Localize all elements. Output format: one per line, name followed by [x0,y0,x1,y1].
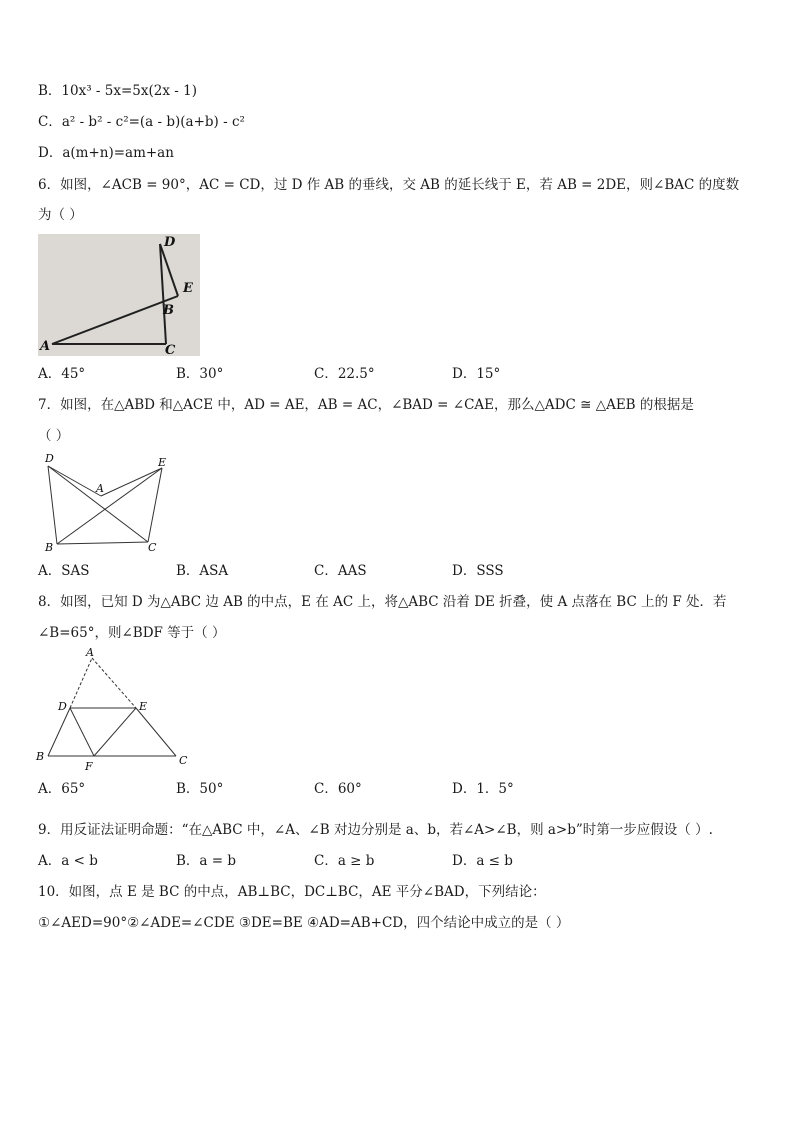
q6-label-d: D [164,235,176,250]
q8-label-c: C [179,754,188,767]
q7-label-e: E [158,456,167,469]
q7-label-a: A [96,482,104,495]
q6-stem-line1: 6．如图，∠ACB = 90°，AC = CD，过 D 作 AB 的垂线，交 AB 的延长线于 E，若 AB = 2DE，则∠BAC 的度数 [38,177,740,193]
q6-label-c: C [165,343,176,356]
q8-option-d: D．1．5° [452,781,514,797]
q10-stem-line1: 10．如图，点 E 是 BC 的中点，AB⊥BC，DC⊥BC，AE 平分∠BAD，下列结论： [38,884,546,900]
q7-figure [38,452,178,556]
q6-option-d: D．15° [452,366,501,382]
q6-label-e: E [183,281,193,296]
q7-option-c: C．AAS [314,563,367,579]
q6-option-a: A．45° [38,366,86,382]
q7-label-d: D [45,452,54,465]
q5-option-d: D．a(m+n)=am+an [38,145,174,161]
q6-figure-photo [38,234,200,356]
q7-label-c: C [148,541,157,554]
q7-option-d: D．SSS [452,563,504,579]
q6-label-a: A [40,339,51,354]
q7-option-b: B．ASA [176,563,229,579]
q8-label-e: E [139,700,148,713]
q10-stem-line2: ①∠AED=90°②∠ADE=∠CDE ③DE=BE ④AD=AB+CD，四个结论中成立的是（ ） [38,915,570,931]
q9-stem: 9．用反证法证明命题：“在△ABC 中，∠A、∠B 对边分别是 a、b，若∠A>∠B，则 a>b”时第一步应假设（ ）. [38,822,713,838]
q8-stem-line1: 8．如图，已知 D 为△ABC 边 AB 的中点，E 在 AC 上，将△ABC 沿着 DE 折叠，使 A 点落在 BC 上的 F 处．若 [38,594,727,610]
q5-option-b: B．10x³ - 5x=5x(2x - 1) [38,83,197,99]
q6-stem-line2: 为（ ） [38,207,83,223]
q8-figure [30,646,194,772]
q8-label-b: B [36,750,45,763]
q8-options [38,780,598,798]
q9-option-d: D．a ≤ b [452,853,513,869]
q8-label-d: D [58,700,67,713]
q8-option-a: A．65° [38,781,86,797]
q7-option-a: A．SAS [38,563,90,579]
q5-option-c: C．a² - b² - c²=(a - b)(a+b) - c² [38,114,245,130]
q7-stem-line2: （ ） [38,428,70,444]
q6-label-b: B [163,303,174,318]
q6-option-b: B．30° [176,366,224,382]
q9-option-c: C．a ≥ b [314,853,375,869]
q8-stem-line2: ∠B=65°，则∠BDF 等于（ ） [38,625,226,641]
q8-label-a: A [86,646,94,659]
q7-label-b: B [45,541,54,554]
q7-stem-line1: 7．如图，在△ABD 和△ACE 中，AD = AE，AB = AC，∠BAD = ∠CAE，那么△ADC ≅ △AEB 的根据是 [38,397,694,413]
q7-options [38,562,598,580]
q6-options [38,365,598,383]
q8-label-f: F [85,760,93,772]
q9-option-a: A．a < b [38,853,98,869]
q8-option-b: B．50° [176,781,224,797]
q8-option-c: C．60° [314,781,362,797]
q6-option-c: C．22.5° [314,366,375,382]
q9-option-b: B．a = b [176,853,237,869]
q9-options [38,852,598,870]
